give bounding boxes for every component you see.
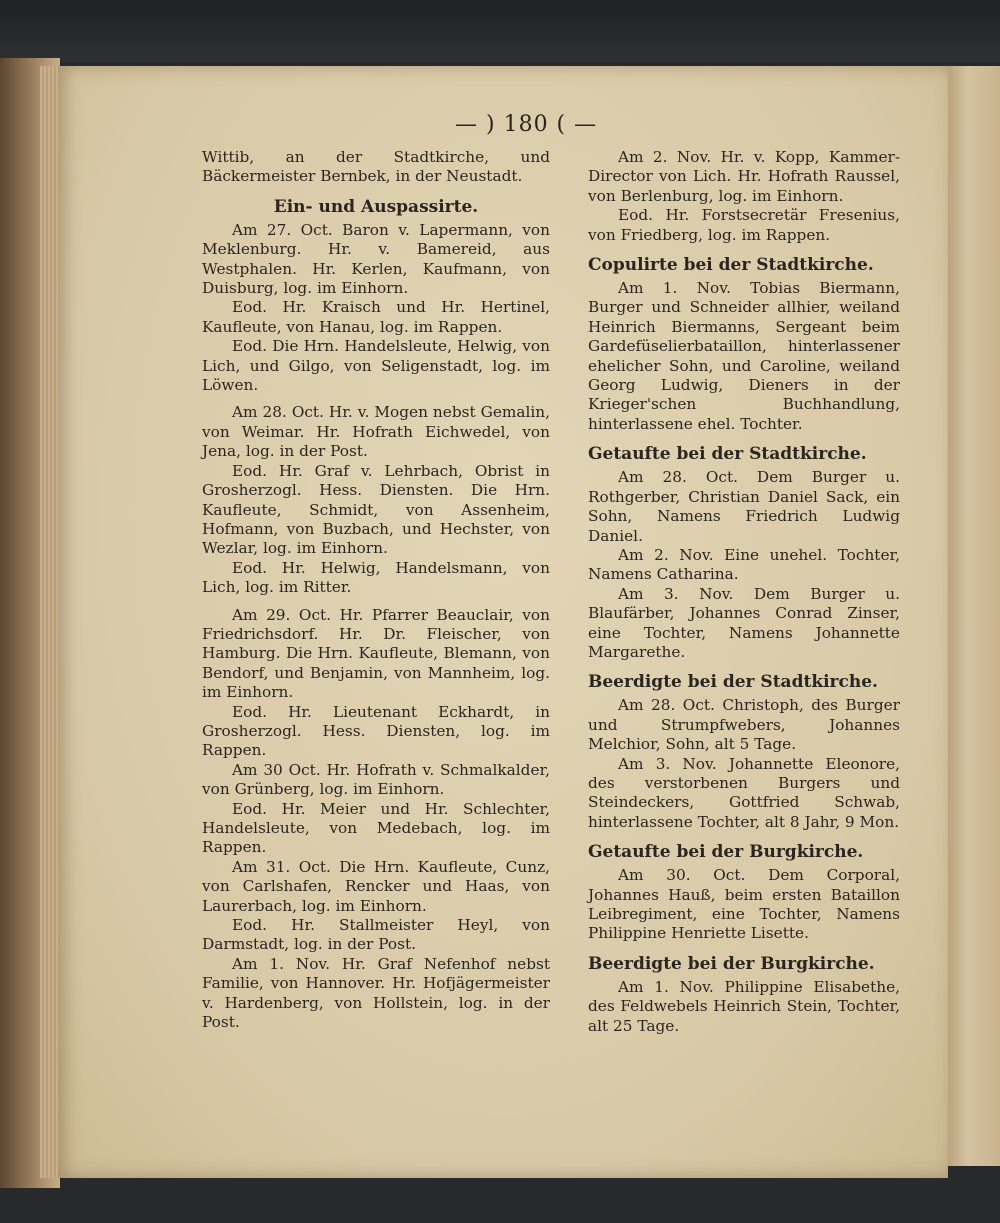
section-heading: Beerdigte bei der Stadtkirche. <box>588 672 878 693</box>
page-number: — ) 180 ( — <box>455 112 598 137</box>
entry-paragraph: Eod. Die Hrn. Handelsleute, Helwig, von Lich, und Gilgo, von Seligenstadt, log. im Löwen. <box>202 337 550 395</box>
entry-paragraph: Eod. Hr. Kraisch und Hr. Hertinel, Kaufleute, von Hanau, log. im Rappen. <box>202 298 550 336</box>
section-heading: Copulirte bei der Stadtkirche. <box>588 255 874 276</box>
section-heading: Getaufte bei der Stadtkirche. <box>588 444 867 465</box>
entry-paragraph: Eod. Hr. Graf v. Lehrbach, Obrist in Grosherzogl. Hess. Diensten. Die Hrn. Kaufleute, Schmidt, von Assenheim, Hofmann, von Buzbach, und Hechster, von Wezlar, log. im Einhorn. <box>202 461 550 558</box>
entry-paragraph: Eod. Hr. Lieutenant Eckhardt, in Grosherzogl. Hess. Diensten, log. im Rappen. <box>202 702 550 760</box>
entry-paragraph: Eod. Hr. Stallmeister Heyl, von Darmstadt, log. in der Post. <box>202 916 550 954</box>
entry-paragraph: Am 28. Oct. Hr. v. Mogen nebst Gemalin, von Weimar. Hr. Hofrath Eichwedel, von Jena, log. in der Post. <box>202 403 550 461</box>
entry-paragraph: Am 2. Nov. Hr. v. Kopp, Kammer-Director von Lich. Hr. Hofrath Raussel, von Berlenburg, log. im Einhorn. <box>588 148 900 205</box>
section-heading: Ein- und Auspassirte. <box>273 196 479 217</box>
entry-paragraph: Am 28. Oct. Dem Burger u. Rothgerber, Christian Daniel Sack, ein Sohn, Namens Friedrich Ludwig Daniel. <box>588 468 900 545</box>
entry-paragraph: Am 28. Oct. Christoph, des Burger und Strumpfwebers, Johannes Melchior, Sohn, alt 5 Tage. <box>588 696 900 754</box>
entry-paragraph: Am 30 Oct. Hr. Hofrath v. Schmalkalder, von Grünberg, log. im Einhorn. <box>202 760 550 799</box>
entry-paragraph: Am 27. Oct. Baron v. Lapermann, von Meklenburg. Hr. v. Bamereid, aus Westphalen. Hr. Kerlen, Kaufmann, von Duisburg, log. im Einhorn. <box>202 220 550 298</box>
entry-paragraph: Am 2. Nov. Eine unehel. Tochter, Namens Catharina. <box>588 545 900 584</box>
right-column <box>588 148 900 1036</box>
entry-paragraph: Am 1. Nov. Philippine Elisabethe, des Feldwebels Heinrich Stein, Tochter, alt 25 Tage. <box>588 977 900 1035</box>
entry-paragraph: Am 30. Oct. Dem Corporal, Johannes Hauß, beim ersten Bataillon Leibregiment, eine Tochter, Namens Philippine Henriette Lisette. <box>588 866 900 943</box>
section-heading: Getaufte bei der Burgkirche. <box>588 842 864 863</box>
entry-paragraph: Am 3. Nov. Dem Burger u. Blaufärber, Johannes Conrad Zinser, eine Tochter, Namens Johannette Margarethe. <box>588 584 900 661</box>
entry-paragraph: Am 31. Oct. Die Hrn. Kaufleute, Cunz, von Carlshafen, Rencker und Haas, von Laurerbach, log. im Einhorn. <box>202 857 550 915</box>
entry-paragraph: Am 1. Nov. Tobias Biermann, Burger und Schneider allhier, weiland Heinrich Biermanns, Sergeant beim Gardefüselierbataillon, hinterlassener ehelicher Sohn, und Caroline, weiland Georg Ludwig, Dieners in der Krieger'schen Buchhandlung, hinterlassene ehel. Tochter. <box>588 279 900 433</box>
entry-paragraph: Am 29. Oct. Hr. Pfarrer Beauclair, von Friedrichsdorf. Hr. Dr. Fleischer, von Hamburg. Die Hrn. Kaufleute, Blemann, von Bendorf, und Benjamin, von Mannheim, log. im Einhorn. <box>202 605 550 702</box>
section-heading: Beerdigte bei der Burgkirche. <box>588 953 875 974</box>
entry-paragraph: Eod. Hr. Forstsecretär Fresenius, von Friedberg, log. im Rappen. <box>588 206 900 244</box>
entry-paragraph: Eod. Hr. Meier und Hr. Schlechter, Handelsleute, von Medebach, log. im Rappen. <box>202 799 550 857</box>
entry-paragraph: Am 3. Nov. Johannette Eleonore, des verstorbenen Burgers und Steindeckers, Gottfried Schwab, hinterlassene Tochter, alt 8 Jahr, 9 Mon. <box>588 754 900 831</box>
entry-paragraph: Wittib, an der Stadtkirche, und Bäckermeister Bernbek, in der Neustadt. <box>202 148 550 186</box>
scanner-backdrop <box>0 0 1000 62</box>
entry-paragraph: Am 1. Nov. Hr. Graf Nefenhof nebst Familie, von Hannover. Hr. Hofjägermeister v. Hardenberg, von Hollstein, log. in der Post. <box>202 954 550 1032</box>
left-column <box>202 148 550 1032</box>
facing-page-edge <box>946 66 1000 1166</box>
entry-paragraph: Eod. Hr. Helwig, Handelsmann, von Lich, log. im Ritter. <box>202 558 550 597</box>
